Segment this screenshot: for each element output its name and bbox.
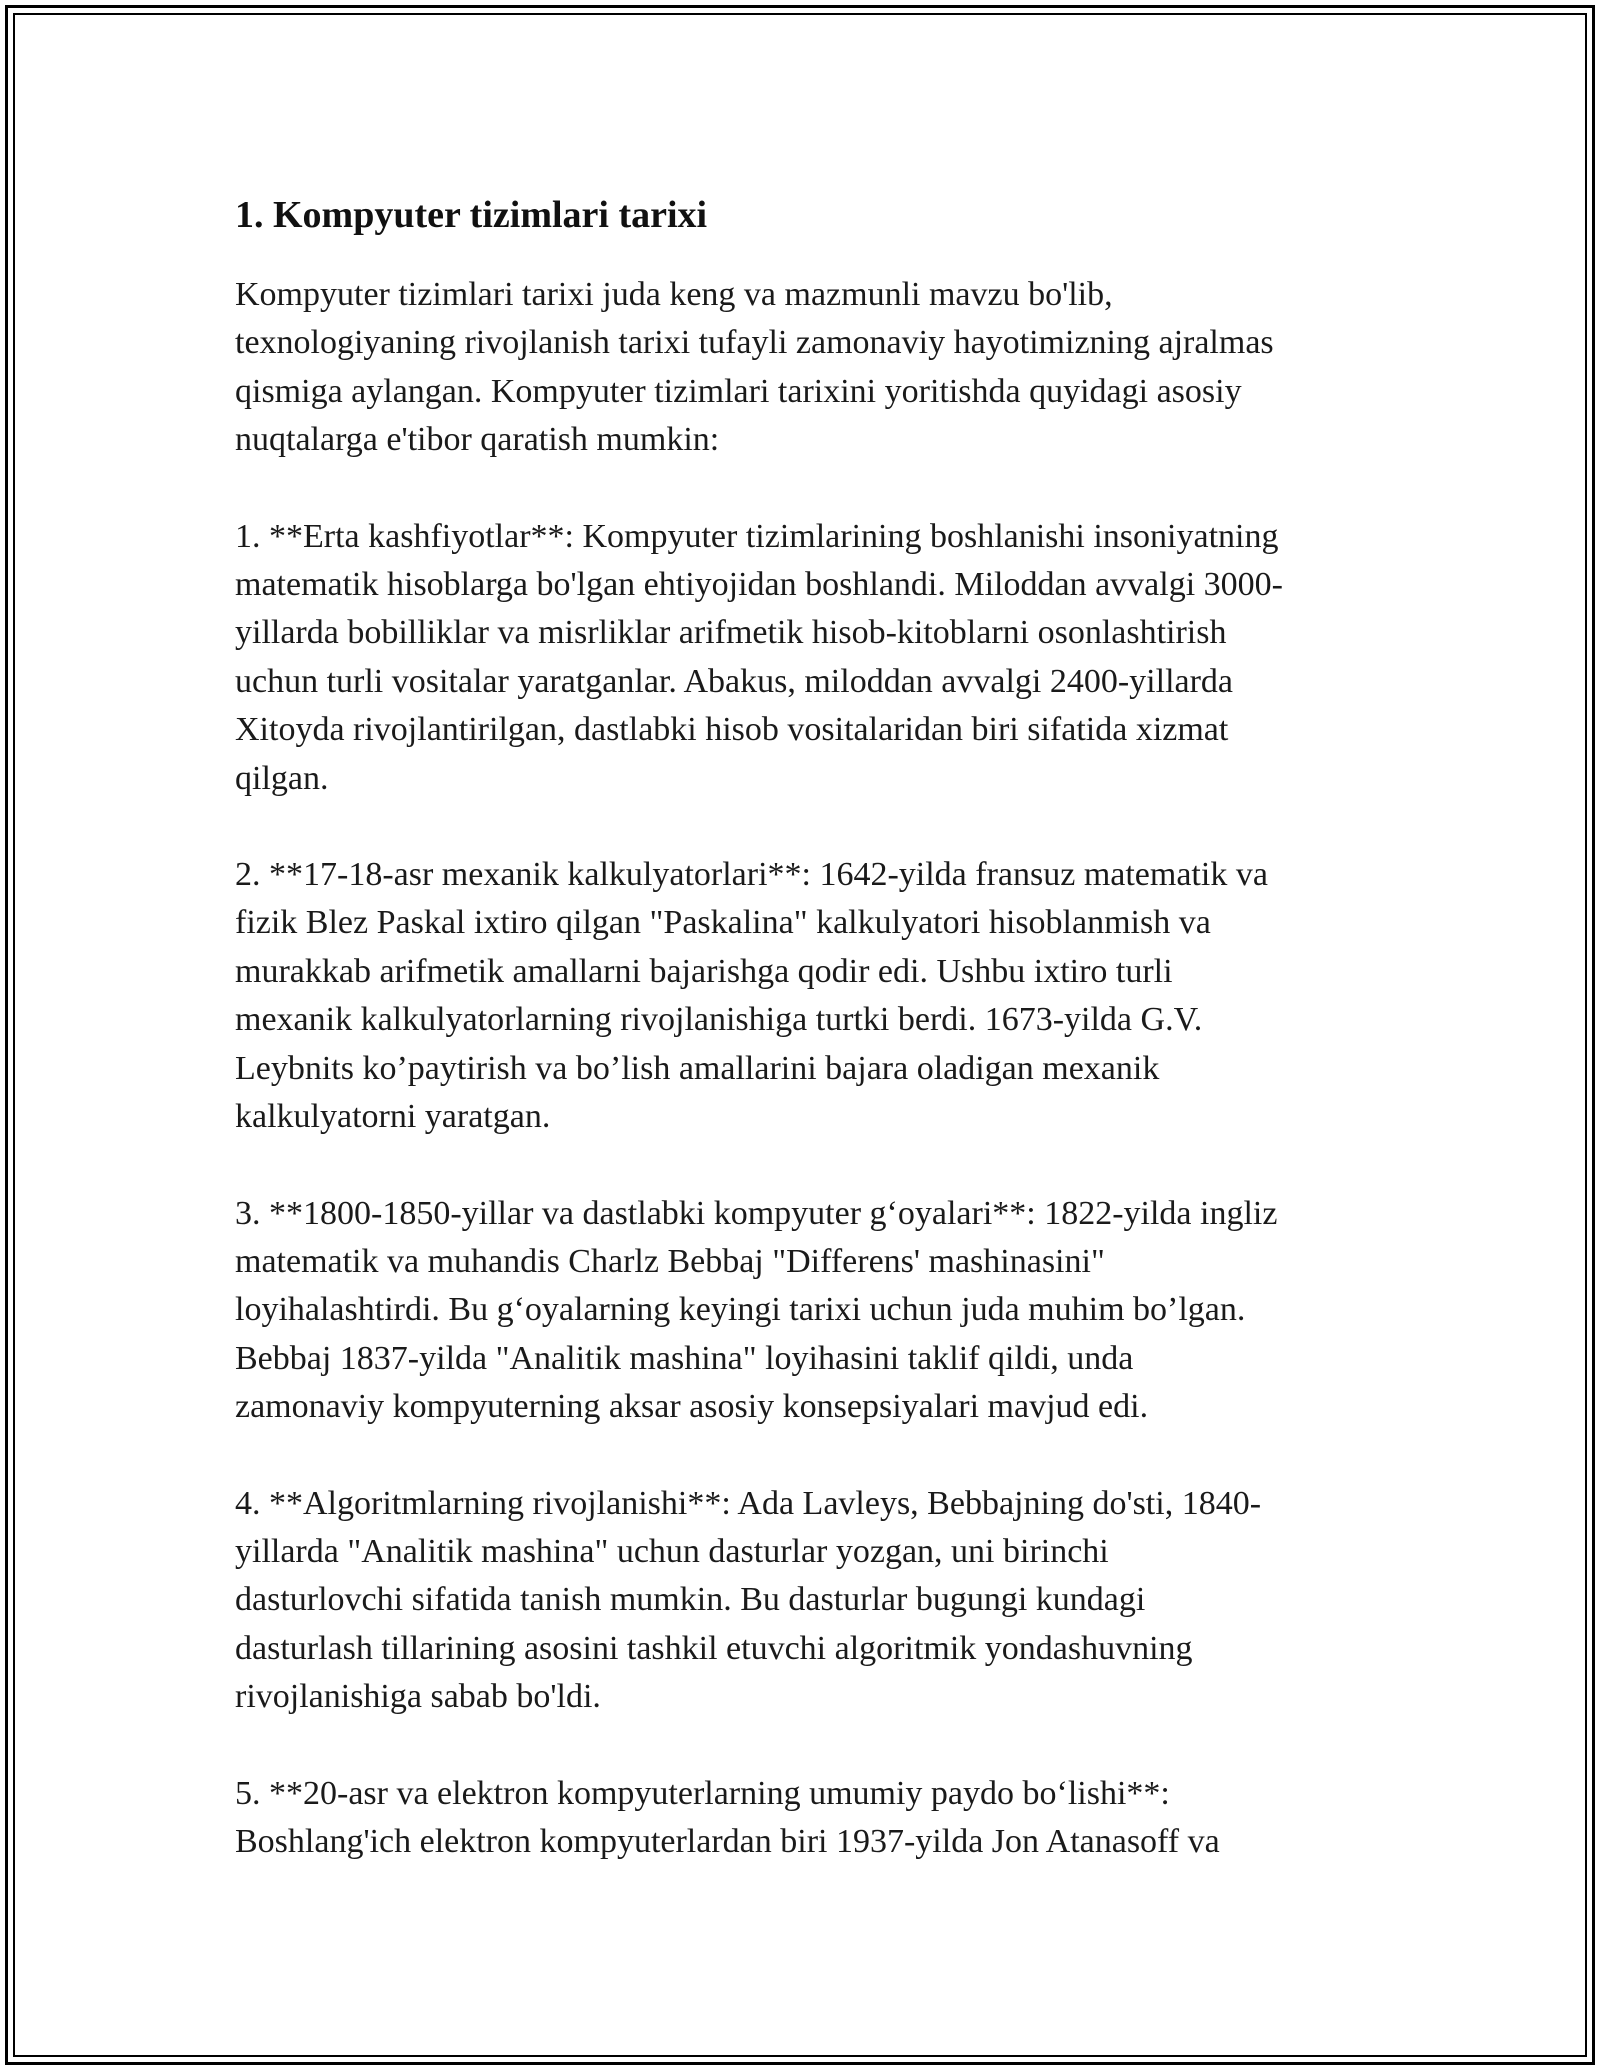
text-line: yillarda bobilliklar va misrliklar arifmetik hisob-kitoblarni osonlashtirish [235,614,1227,652]
text-line: kalkulyatorni yaratgan. [235,1098,551,1136]
text-line: Kompyuter tizimlari tarixi juda keng va mazmunli mavzu bo'lib, [235,276,1113,313]
text-line: loyihalashtirdi. Bu g‘oyalarning keyingi tarixi uchun juda muhim bo’lgan. [235,1291,1246,1329]
text-line: qismiga aylangan. Kompyuter tizimlari tarixini yoritishda quyidagi asosiy [235,372,1242,410]
text-line: fizik Blez Paskal ixtiro qilgan "Paskalina" kalkulyatori hisoblanmish va [235,904,1211,942]
text-line: rivojlanishiga sabab bo'ldi. [235,1678,601,1716]
text-line: Xitoyda rivojlantirilgan, dastlabki hisob vositalaridan biri sifatida xizmat [235,711,1229,749]
text-line: matematik va muhandis Charlz Bebbaj "Differens' mashinasini" [235,1242,1105,1280]
section-paragraph-2 [235,851,1385,1141]
text-line: 5. **20-asr va elektron kompyuterlarning umumiy paydo bo‘lishi**: [235,1774,1170,1812]
text-line: Boshlang'ich elektron kompyuterlardan biri 1937-yilda Jon Atanasoff va [235,1822,1220,1860]
text-line: uchun turli vositalar yaratganlar. Abakus, miloddan avvalgi 2400-yillarda [235,662,1234,700]
text-line: Bebbaj 1837-yilda "Analitik mashina" loyihasini taklif qildi, unda [235,1339,1134,1377]
text-line: yillarda "Analitik mashina" uchun dasturlar yozgan, uni birinchi [235,1532,1109,1570]
text-line: Leybnits ko’paytirish va bo’lish amallarini bajara oladigan mexanik [235,1049,1160,1087]
text-line: matematik hisoblarga bo'lgan ehtiyojidan boshlandi. Miloddan avvalgi 3000- [235,566,1283,604]
text-line: murakkab arifmetik amallarni bajarishga qodir edi. Ushbu ixtiro turli [235,952,1173,990]
section-paragraph-3 [235,1190,1385,1432]
text-line: zamonaviy kompyuterning aksar asosiy konsepsiyalari mavjud edi. [235,1388,1149,1426]
text-line: mexanik kalkulyatorlarning rivojlanishiga turtki berdi. 1673-yilda G.V. [235,1001,1203,1039]
text-line: qilgan. [235,759,329,797]
text-line: 3. **1800-1850-yillar va dastlabki kompyuter g‘oyalari**: 1822-yilda ingliz [235,1194,1278,1232]
text-line: 1. **Erta kashfiyotlar**: Kompyuter tizimlarining boshlanishi insoniyatning [235,517,1279,555]
text-line: dasturlash tillarining asosini tashkil etuvchi algoritmik yondashuvning [235,1629,1193,1667]
text-line: dasturlovchi sifatida tanish mumkin. Bu dasturlar bugungi kundagi [235,1581,1146,1619]
section-paragraph-1 [235,513,1385,803]
document-title: 1. Kompyuter tizimlari tarixi [235,194,708,236]
text-line: 4. **Algoritmlarning rivojlanishi**: Ada Lavleys, Bebbajning do'sti, 1840- [235,1484,1262,1522]
text-line: nuqtalarga e'tibor qaratish mumkin: [235,421,720,459]
text-line: texnologiyaning rivojlanish tarixi tufayli zamonaviy hayotimizning ajralmas [235,324,1274,362]
section-paragraph-4 [235,1480,1385,1722]
document-body [235,185,1385,1914]
text-line: 2. **17-18-asr mexanik kalkulyatorlari**: 1642-yilda fransuz matematik va [235,856,1268,894]
section-paragraph-5 [235,1770,1385,1867]
intro-paragraph [235,271,1385,465]
